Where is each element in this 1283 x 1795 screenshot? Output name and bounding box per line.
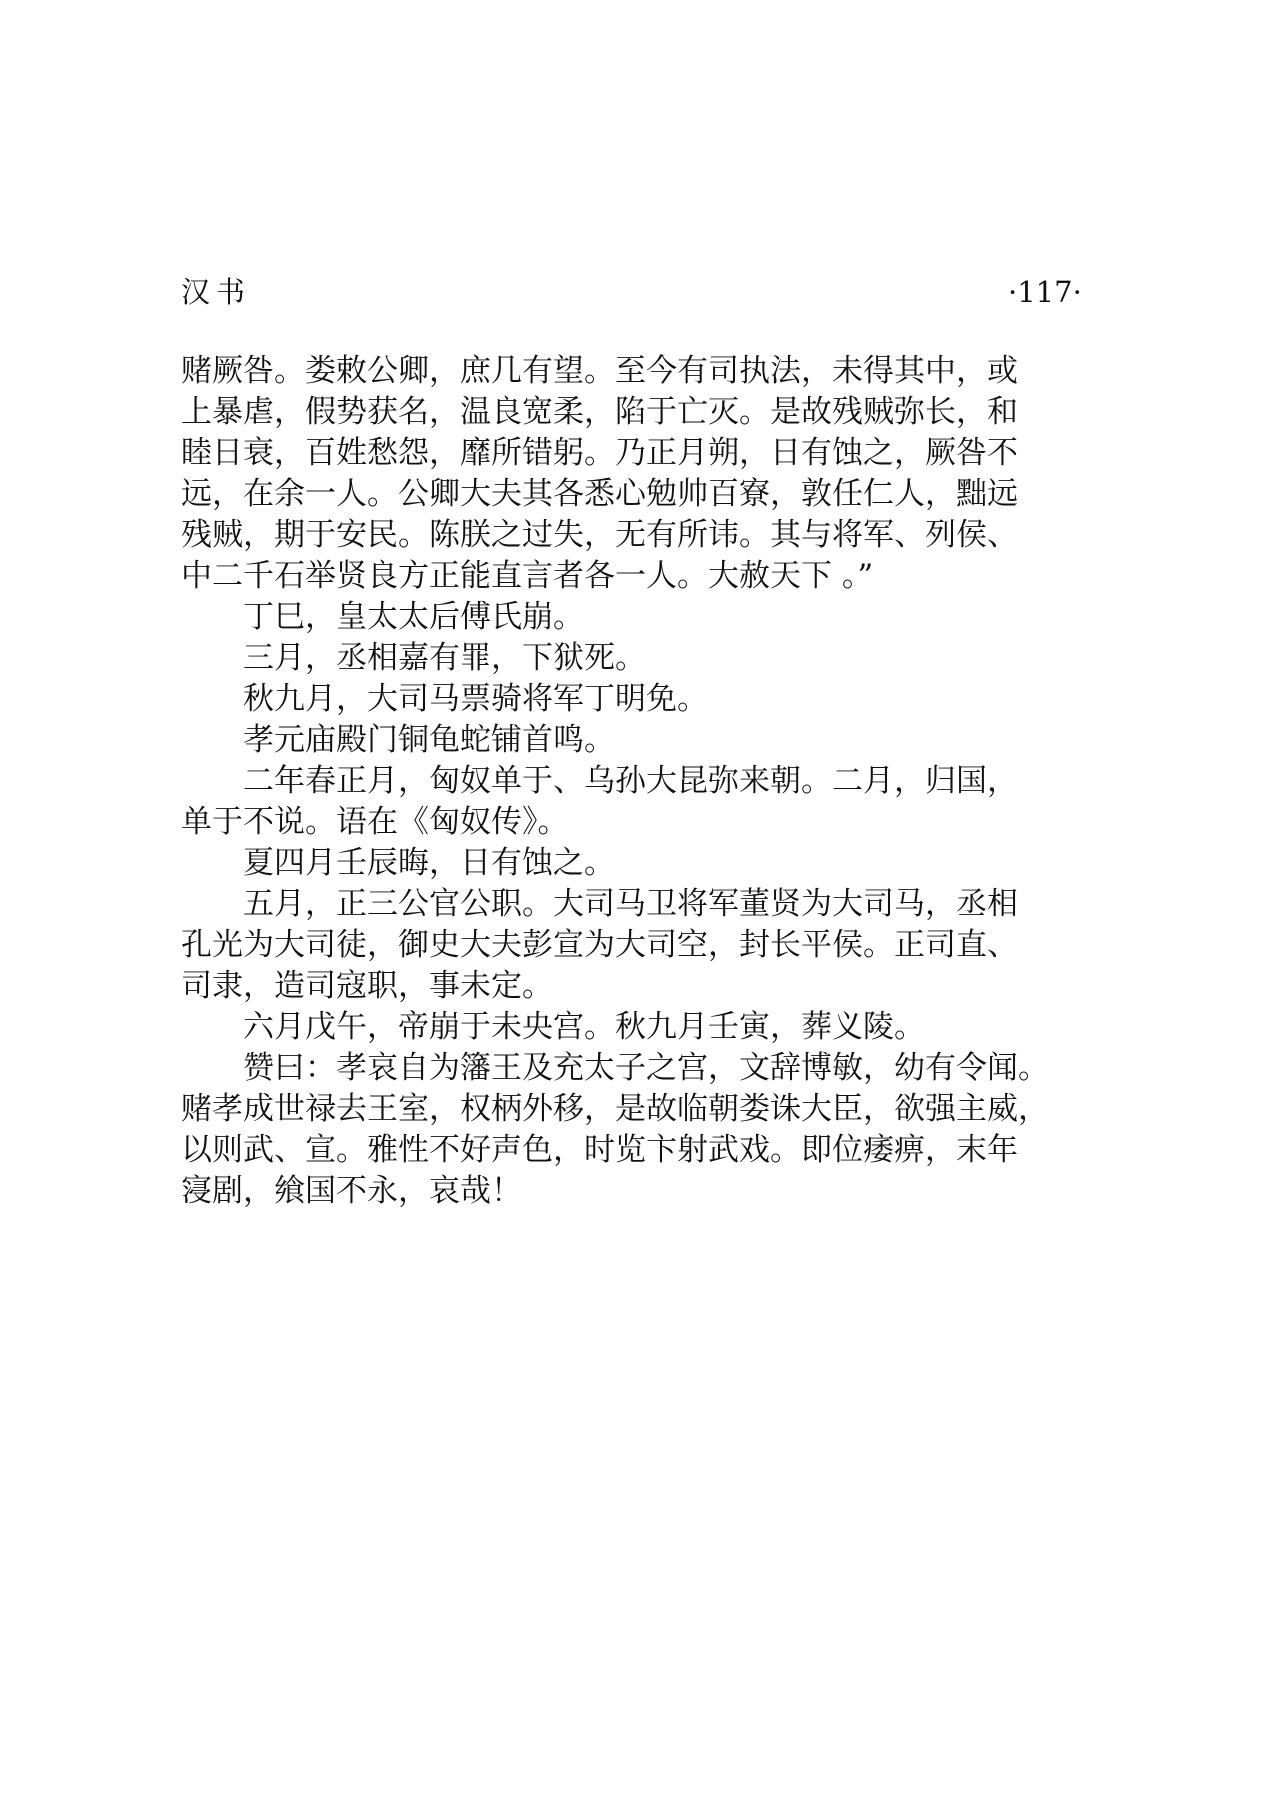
body-text [181,351,1081,1212]
text-line: 单于不说。语在《匈奴传》。 [181,804,569,840]
page-number: ·117· [1008,275,1082,309]
text-line: 秋九月，大司马票骑将军丁明免。 [243,681,708,717]
text-line: 残贼，期于安民。陈朕之过失，无有所讳。其与将军、列侯、 [181,517,1018,553]
text-line: 以则武、宣。雅性不好声色，时览卞射武戏。即位痿痹，末年 [181,1132,1018,1168]
text-line: 睦日衰，百姓愁怨，靡所错躬。乃正月朔，日有蚀之，厥咎不 [181,435,1018,471]
text-line: 丁巳，皇太太后傅氏崩。 [243,599,584,635]
text-line: 赌孝成世禄去王室，权柄外移，是故临朝娄诛大臣，欲强主威， [181,1091,1049,1127]
text-line: 三月，丞相嘉有罪，下狱死。 [243,640,646,676]
text-line: 上暴虐，假势获名，温良宽柔，陷于亡灭。是故残贼弥长，和 [181,394,1018,430]
text-line: 孔光为大司徒，御史大夫彭宣为大司空，封长平侯。正司直、 [181,927,1018,963]
text-line: 寖剧，飨国不永，哀哉！ [181,1173,522,1209]
text-line: 夏四月壬辰晦，日有蚀之。 [243,845,615,881]
text-line: 赌厥咎。娄敕公卿，庶几有望。至今有司执法，未得其中，或 [181,353,1018,389]
text-line: 远，在余一人。公卿大夫其各悉心勉帅百寮，敦任仁人，黜远 [181,476,1018,512]
text-line: 二年春正月，匈奴单于、乌孙大昆弥来朝。二月，归国， [243,763,1018,799]
text-line: 五月，正三公官公职。大司马卫将军董贤为大司马，丞相 [243,886,1018,922]
text-line: 孝元庙殿门铜龟蛇铺首鸣。 [243,722,615,758]
text-line: 六月戊午，帝崩于未央宫。秋九月壬寅，葬义陵。 [243,1009,925,1045]
running-head-title: 汉书 [181,275,252,309]
text-line: 赞曰：孝哀自为籓王及充太子之宫，文辞博敏，幼有令闻。 [243,1050,1049,1086]
text-line: 中二千石举贤良方正能直言者各一人。大赦天下 。” [181,558,874,594]
text-line: 司隶，造司寇职，事未定。 [181,968,553,1004]
